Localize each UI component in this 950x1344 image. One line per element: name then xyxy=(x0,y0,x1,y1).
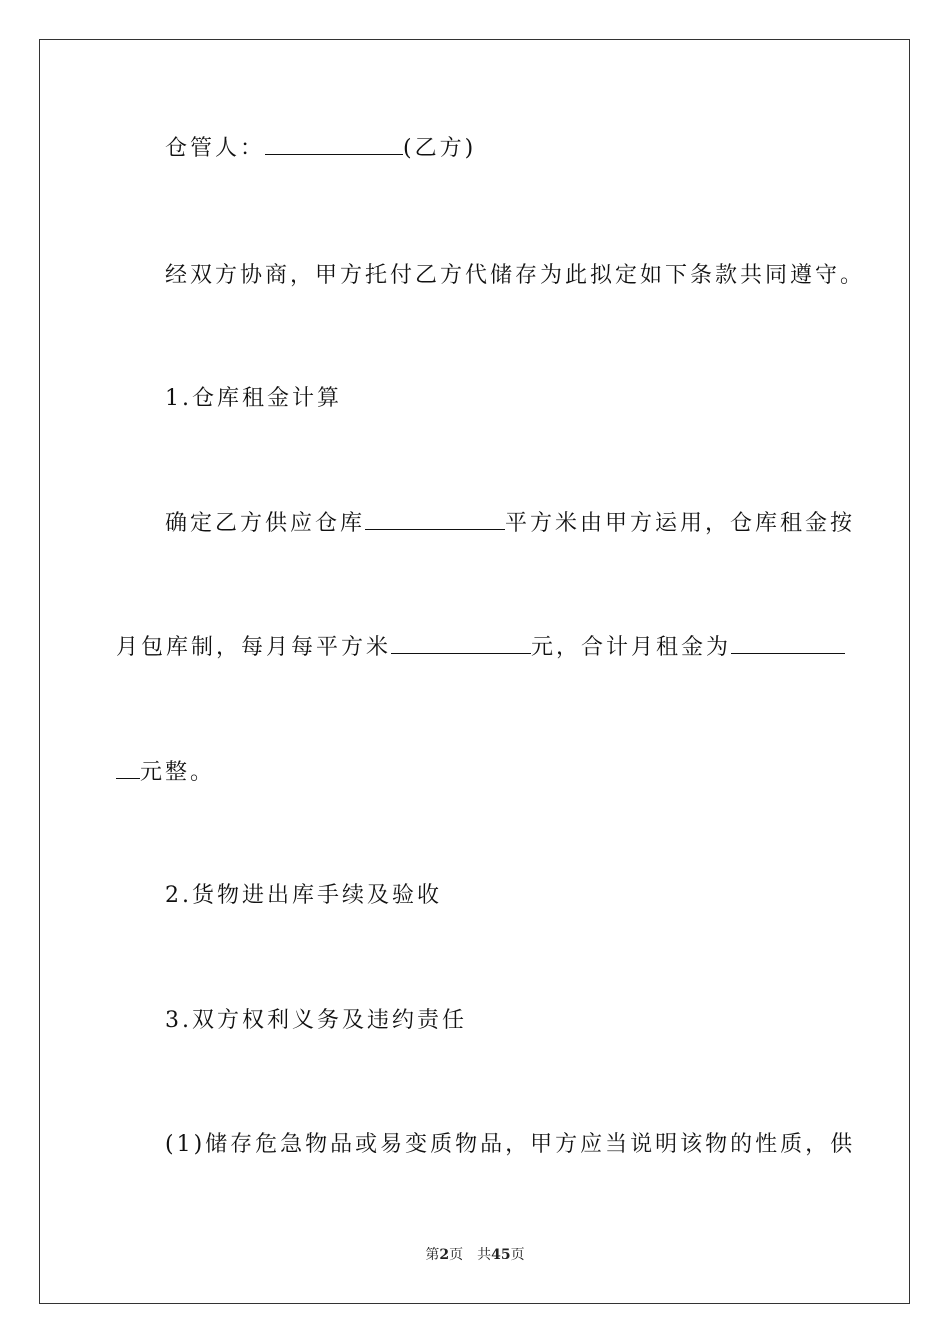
total-prefix: 共 xyxy=(477,1247,492,1263)
page-border xyxy=(39,39,910,1304)
rent-line-1-before: 确定乙方供应仓库 xyxy=(165,511,366,536)
section-1-heading: 1.仓库租金计算 xyxy=(165,386,342,411)
rent-line-2 xyxy=(116,634,845,662)
page-footer xyxy=(0,1246,950,1264)
total-suffix: 页 xyxy=(510,1247,525,1263)
rent-line-2-before: 月包库制，每月每平方米 xyxy=(116,635,392,660)
keeper-blank[interactable] xyxy=(265,136,403,155)
section-3-heading: 3.双方权利义务及违约责任 xyxy=(165,1008,467,1033)
rent-line-1-after: 平方米由甲方运用，仓库租金按 xyxy=(505,511,856,536)
rent-line-3-after: 元整。 xyxy=(140,760,216,785)
total-pages: 45 xyxy=(491,1247,511,1263)
intro-paragraph: 经双方协商，甲方托付乙方代储存为此拟定如下条款共同遵守。 xyxy=(165,263,866,288)
monthly-rent-blank-continued[interactable] xyxy=(116,760,140,779)
clause-3-1: (1)储存危急物品或易变质物品，甲方应当说明该物的性质，供 xyxy=(165,1132,856,1157)
section-2-heading: 2.货物进出库手续及验收 xyxy=(165,883,442,908)
rent-line-2-middle: 元，合计月租金为 xyxy=(531,635,732,660)
rent-line-1 xyxy=(165,510,855,538)
area-blank[interactable] xyxy=(365,511,505,530)
rent-line-3 xyxy=(116,759,215,787)
monthly-rent-blank[interactable] xyxy=(731,635,845,654)
page-number: 2 xyxy=(439,1247,450,1263)
page-suffix: 页 xyxy=(449,1247,464,1263)
keeper-line xyxy=(165,135,476,163)
page-prefix: 第 xyxy=(425,1247,440,1263)
keeper-party: (乙方) xyxy=(403,136,477,161)
unit-price-blank[interactable] xyxy=(391,635,531,654)
keeper-label: 仓管人： xyxy=(165,136,266,161)
